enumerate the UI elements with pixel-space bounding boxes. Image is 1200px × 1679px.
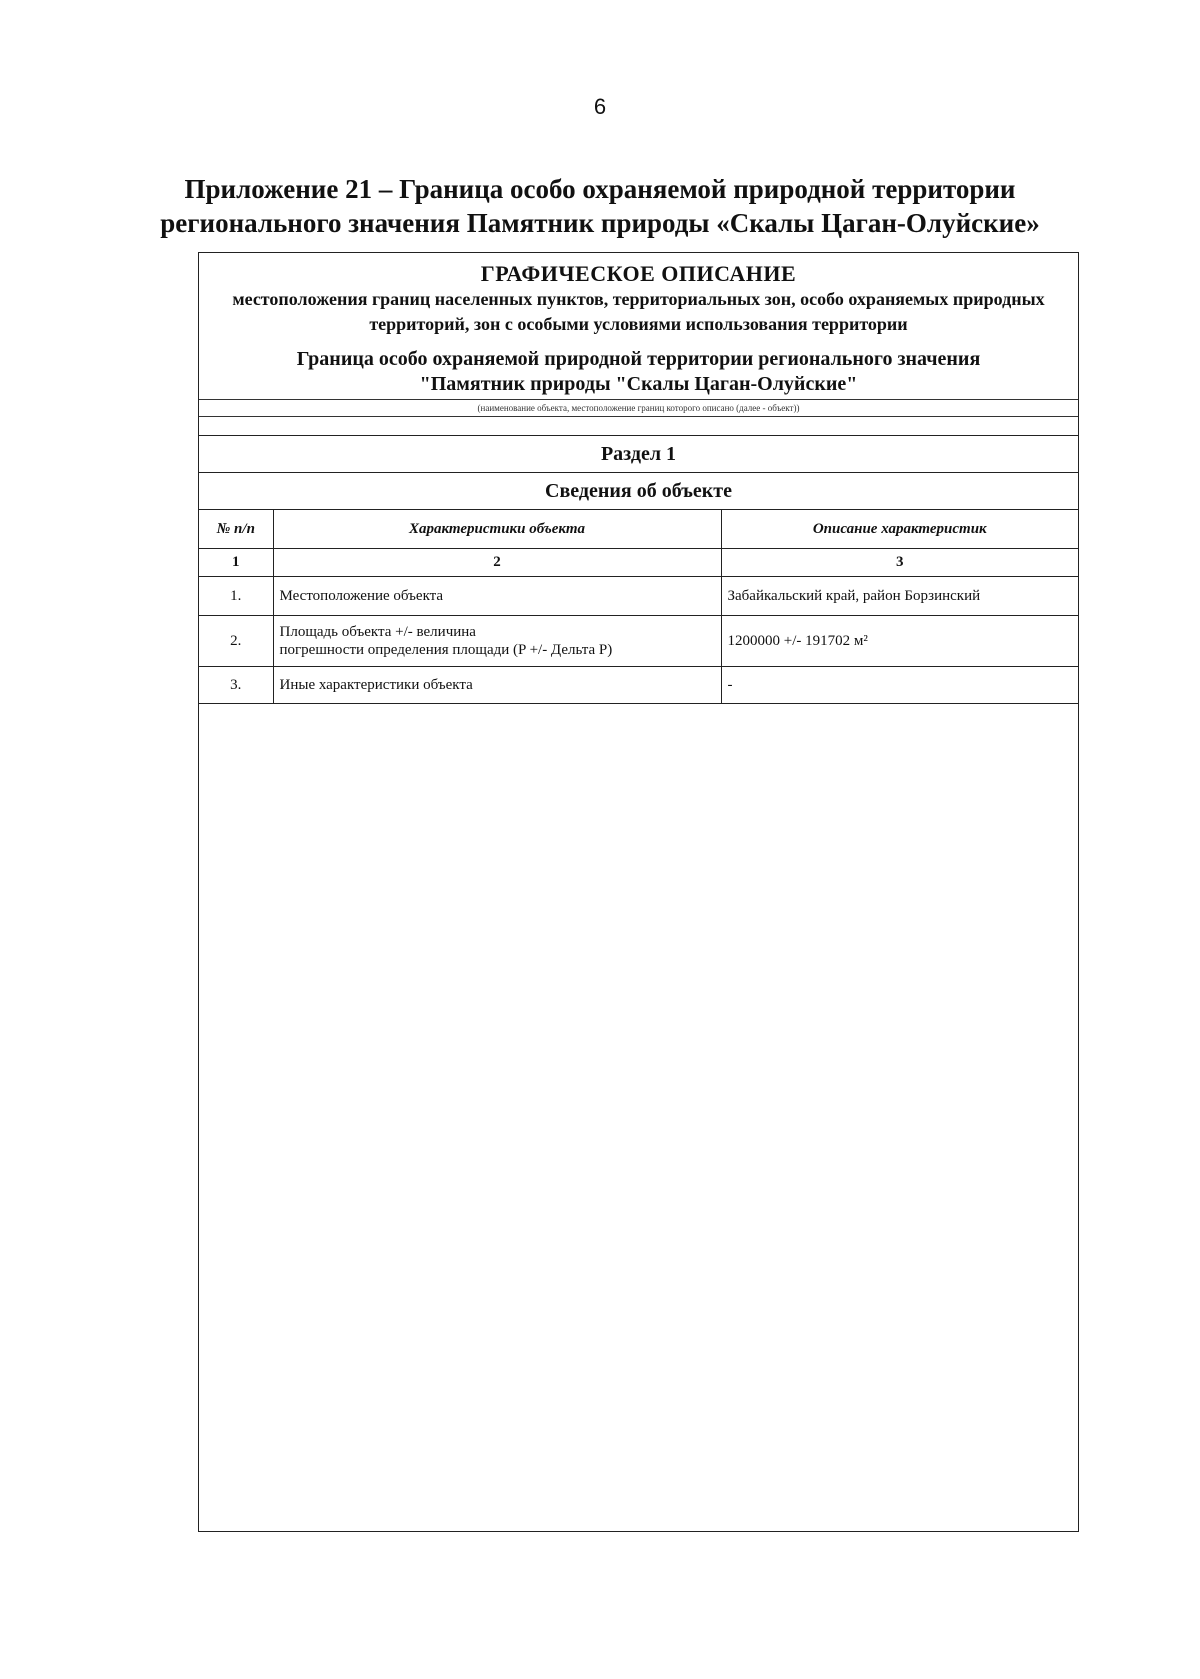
row-characteristic [273, 616, 721, 667]
table-row [199, 577, 1078, 616]
appendix-title [120, 172, 1080, 240]
row-characteristic-line-2: погрешности определения площади (P +/- Дельта P) [279, 642, 613, 658]
row-description: Забайкальский край, район Борзинский [721, 577, 1078, 616]
form-subheading: местоположения границ населенных пунктов, территориальных зон, особо охраняемых природных территорий, зон с особыми условиями использования территории [232, 289, 1045, 334]
row-number: 2. [199, 616, 273, 667]
column-number-1: 1 [199, 549, 273, 577]
object-name [199, 347, 1078, 397]
header-description: Описание характеристик [721, 510, 1078, 549]
page-number: 6 [593, 94, 607, 119]
table-row [199, 667, 1078, 704]
row-description: - [721, 667, 1078, 704]
object-name-caption: (наименование объекта, местоположение границ которого описано (далее - объект)) [199, 399, 1078, 417]
column-number-3: 3 [721, 549, 1078, 577]
column-number-2: 2 [273, 549, 721, 577]
table-column-numbers-row [199, 549, 1078, 577]
section-title: Сведения об объекте [199, 472, 1078, 509]
object-name-line-2: "Памятник природы "Скалы Цаган-Олуйские" [419, 373, 858, 395]
header-characteristics: Характеристики объекта [273, 510, 721, 549]
row-number: 3. [199, 667, 273, 704]
form-heading: ГРАФИЧЕСКОЕ ОПИСАНИЕ [480, 261, 797, 286]
row-description: 1200000 +/- 191702 м² [721, 616, 1078, 667]
row-characteristic: Иные характеристики объекта [273, 667, 721, 704]
row-characteristic-line-1: Площадь объекта +/- величина [279, 624, 476, 640]
table-header-row [199, 510, 1078, 549]
row-characteristic: Местоположение объекта [273, 577, 721, 616]
section-label: Раздел 1 [199, 435, 1078, 472]
appendix-title-line-2: регионального значения Памятник природы «Скалы Цаган-Олуйские» [160, 208, 1040, 238]
appendix-title-line-1: Приложение 21 – Граница особо охраняемой природной территории [184, 174, 1016, 204]
row-number: 1. [199, 577, 273, 616]
graphic-description-form [198, 252, 1079, 1532]
table-row [199, 616, 1078, 667]
object-info-table [199, 509, 1078, 704]
header-number: № п/п [199, 510, 273, 549]
object-name-line-1: Граница особо охраняемой природной территории регионального значения [296, 348, 981, 370]
